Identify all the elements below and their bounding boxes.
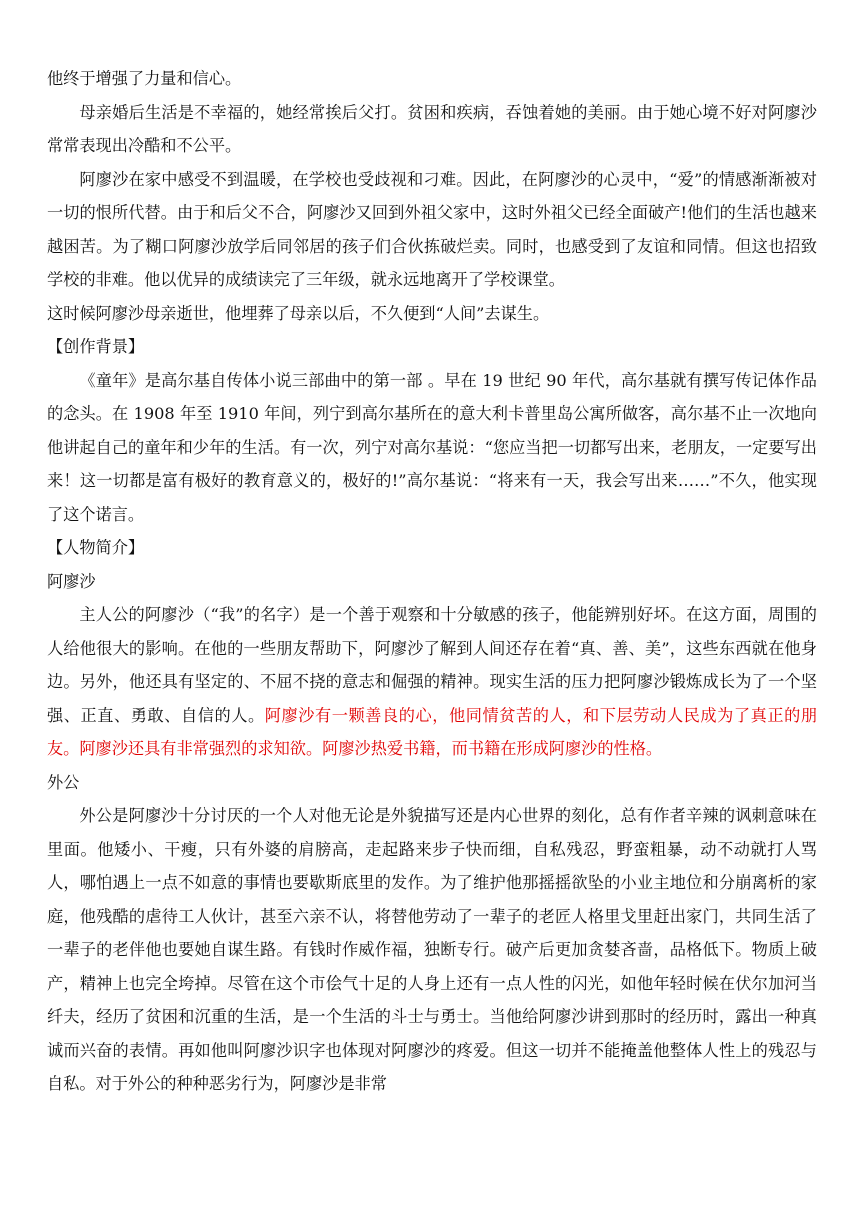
paragraph-grandfather-profile: 外公是阿廖沙十分讨厌的一个人对他无论是外貌描写还是内心世界的刻化，总有作者辛辣的讽刺意味在里面。他矮小、干瘦，只有外婆的肩膀高，走起路来步子快而细，自私残忍，野蛮粗暴，动不动就打人骂人，哪怕遇上一点不如意的事情也要歇斯底里的发作。为了维护他那摇摇欲坠的小业主地位和分崩离析的家庭，他残酷的虐待工人伙计，甚至六亲不认，将替他劳动了一辈子的老匠人格里戈里赶出家门，共同生活了一辈子的老伴他也要她自谋生路。有钱时作威作福，独断专行。破产后更加贪婪吝啬，品格低下。物质上破产，精神上也完全垮掉。尽管在这个市侩气十足的人身上还有一点人性的闪光，如他年轻时候在伏尔加河当纤夫，经历了贫困和沉重的生活，是一个生活的斗士与勇士。当他给阿廖沙讲到那时的经历时，露出一种真诚而兴奋的表情。再如他叫阿廖沙识字也体现对阿廖沙的疼爱。但这一切并不能掩盖他整体人性上的残忍与自私。对于外公的种种恶劣行为，阿廖沙是非常: [47, 806, 817, 1093]
document-page: [47, 62, 817, 1101]
section-heading-background: 【创作背景】: [47, 337, 145, 356]
paragraph-background: 《童年》是高尔基自传体小说三部曲中的第一部 。早在 19 世纪 90 年代，高尔基就有撰写传记体作品的念头。在 1908 年至 1910 年间，列宁到高尔基所在的意大利卡普里岛公寓所做客，高尔基不止一次地向他讲起自己的童年和少年的生活。有一次，列宁对高尔基说：“您应当把一切都写出来，老朋友，一定要写出来！这一切都是富有极好的教育意义的，极好的!”高尔基说：“将来有一天，我会写出来……”不久，他实现了这个诺言。: [47, 370, 817, 524]
character-name-alyosha: 阿廖沙: [47, 571, 96, 591]
alyosha-profile-highlight: 阿廖沙有一颗善良的心，他同情贫苦的人，和下层劳动人民成为了真正的朋友。阿廖沙还具有非常强烈的求知欲。阿廖沙热爱书籍，而书籍在形成阿廖沙的性格。: [47, 705, 818, 758]
section-heading-characters: 【人物简介】: [47, 538, 145, 557]
paragraph-mother: 母亲婚后生活是不幸福的，她经常挨后父打。贫困和疾病，吞蚀着她的美丽。由于她心境不好对阿廖沙常常表现出冷酷和不公平。: [47, 102, 817, 155]
paragraph-mother-death: 这时候阿廖沙母亲逝世，他埋葬了母亲以后，不久便到“人间”去谋生。: [47, 303, 550, 323]
paragraph-continuation: 他终于增强了力量和信心。: [47, 69, 242, 88]
character-name-grandfather: 外公: [47, 772, 80, 792]
alyosha-profile-text: 主人公的阿廖沙（“我”的名字）是一个善于观察和十分敏感的孩子，他能辨别好坏。在这方面，周围的人给他很大的影响。在他的一些朋友帮助下，阿廖沙了解到人间还存在着“真、善、美”，这些东西就在他身边。另外，他还具有坚定的、不屈不挠的意志和倔强的精神。现实生活的压力把阿廖沙锻炼成长为了一个坚强、正直、勇敢、自信的人。: [47, 605, 817, 725]
paragraph-alyosha-school: 阿廖沙在家中感受不到温暖，在学校也受歧视和刁难。因此，在阿廖沙的心灵中，“爱”的情感渐渐被对一切的恨所代替。由于和后父不合，阿廖沙又回到外祖父家中，这时外祖父已经全面破产!他们的生活也越来越困苦。为了糊口阿廖沙放学后同邻居的孩子们合伙拣破烂卖。同时，也感受到了友谊和同情。但这也招致学校的非难。他以优异的成绩读完了三年级，就永远地离开了学校课堂。: [47, 169, 817, 289]
paragraph-alyosha-profile: [47, 598, 817, 766]
